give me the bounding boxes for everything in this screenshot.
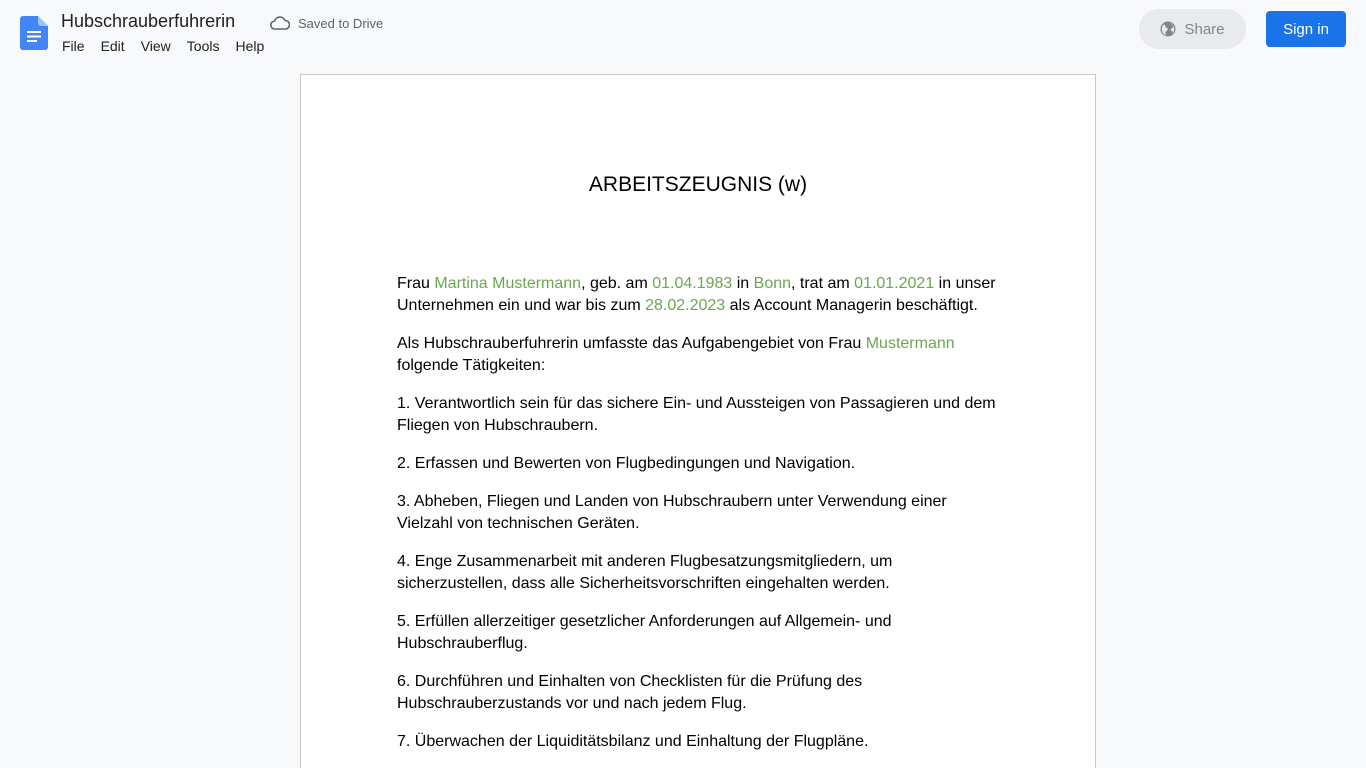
intro-text: als Account Managerin beschäftigt. xyxy=(725,297,978,314)
end-date: 28.02.2023 xyxy=(645,297,726,314)
intro-text: in xyxy=(732,275,754,292)
task-item-7: 7. Überwachen der Liquiditätsbilanz und Einhaltung der Flugpläne. xyxy=(397,733,869,750)
task-item-3: 3. Abheben, Fliegen und Landen von Hubschraubern unter Verwendung einer Vielzahl von technischen Geräten. xyxy=(397,493,947,532)
intro-text: , trat am xyxy=(791,275,855,292)
employee-surname: Mustermann xyxy=(865,335,955,352)
document-title[interactable]: Hubschrauberfuhrerin xyxy=(61,11,236,31)
menu-file[interactable]: File xyxy=(62,38,85,54)
document-page[interactable] xyxy=(300,74,1096,768)
share-button[interactable] xyxy=(1139,9,1246,49)
intro-text: in unser Unternehmen ein und war bis zum xyxy=(397,275,996,314)
save-status[interactable] xyxy=(270,14,383,32)
menu-edit[interactable]: Edit xyxy=(100,38,125,54)
intro-text: Frau xyxy=(397,275,435,292)
document-body xyxy=(397,273,1003,768)
employee-name: Martina Mustermann xyxy=(434,275,582,292)
birth-date: 01.04.1983 xyxy=(652,275,733,292)
task-item-4: 4. Enge Zusammenarbeit mit anderen Flugbesatzungsmitgliedern, um sicherzustellen, dass alle Sicherheitsvorschriften eingehalten werden. xyxy=(397,553,893,592)
menu-bar xyxy=(54,36,272,56)
task-item-2: 2. Erfassen und Bewerten von Flugbedingungen und Navigation. xyxy=(397,455,856,472)
menu-view[interactable]: View xyxy=(140,38,171,54)
task-item-1: 1. Verantwortlich sein für das sichere Ein- und Aussteigen von Passagieren und dem Fliegen von Hubschraubern. xyxy=(397,395,996,434)
birth-place: Bonn xyxy=(753,275,792,292)
scope-text: Als Hubschrauberfuhrerin umfasste das Aufgabengebiet von Frau xyxy=(397,335,866,352)
task-item-5: 5. Erfüllen allerzeitiger gesetzlicher Anforderungen auf Allgemein- und Hubschrauberflug. xyxy=(397,613,892,652)
task-item-6: 6. Durchführen und Einhalten von Checklisten für die Prüfung des Hubschrauberzustands vor und nach jedem Flug. xyxy=(397,673,863,712)
scope-text: folgende Tätigkeiten: xyxy=(397,357,546,374)
top-bar xyxy=(0,0,1366,64)
save-status-label: Saved to Drive xyxy=(298,15,384,31)
menu-tools[interactable]: Tools xyxy=(186,38,220,54)
intro-paragraph xyxy=(397,273,1003,317)
menu-help[interactable]: Help xyxy=(235,38,265,54)
sign-in-button[interactable]: Sign in xyxy=(1266,11,1346,47)
google-docs-icon[interactable] xyxy=(20,16,48,50)
start-date: 01.01.2021 xyxy=(854,275,935,292)
cloud-done-icon xyxy=(270,16,290,30)
intro-text: , geb. am xyxy=(581,275,653,292)
share-label: Share xyxy=(1184,20,1225,38)
globe-icon xyxy=(1160,21,1176,37)
scope-paragraph xyxy=(397,333,1003,377)
document-heading: ARBEITSZEUGNIS (w) xyxy=(588,173,808,196)
